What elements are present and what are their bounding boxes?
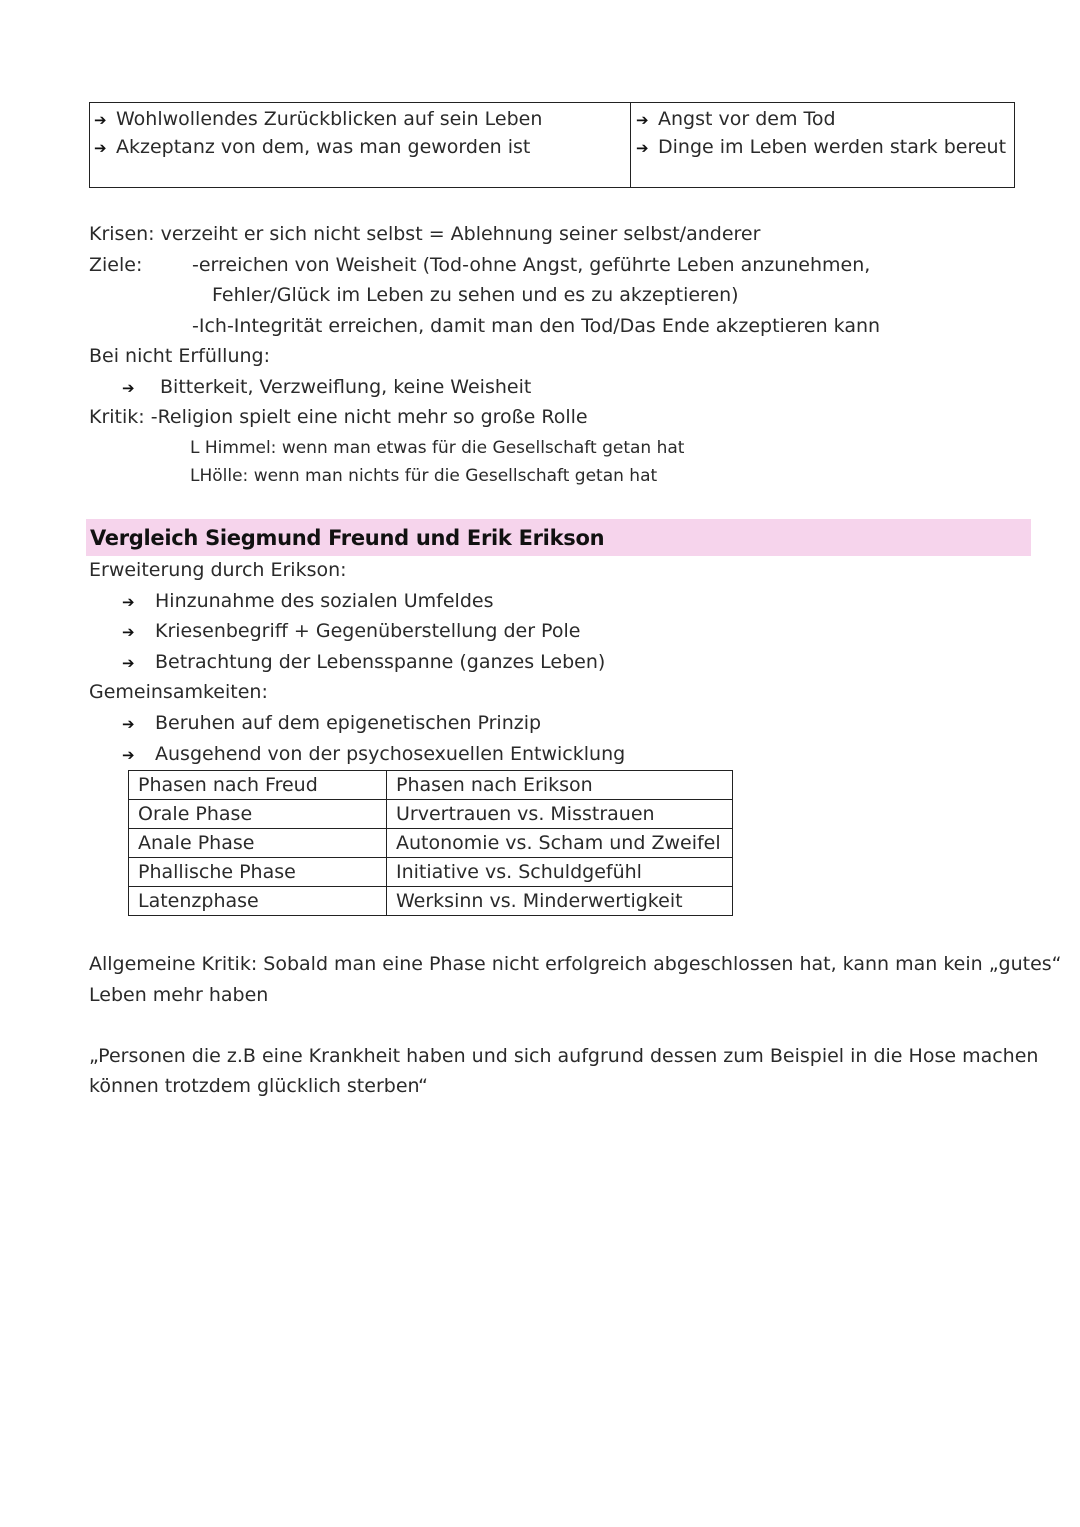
list-item: ➔ Dinge im Leben werden stark bereut bbox=[636, 133, 1006, 162]
table-header-cell: Phasen nach Freud bbox=[129, 771, 387, 800]
gemeinsamkeiten-label: Gemeinsamkeiten: bbox=[89, 681, 268, 703]
list-item: ➔ Ausgehend von der psychosexuellen Entwicklung bbox=[122, 739, 625, 770]
arrow-right-icon: ➔ bbox=[122, 623, 135, 641]
table-header-row bbox=[129, 771, 733, 800]
list-item: ➔ Bitterkeit, Verzweiflung, keine Weisheit bbox=[122, 372, 531, 403]
allgemeine-kritik-text-continued: Leben mehr haben bbox=[89, 984, 269, 1006]
table-row bbox=[129, 887, 733, 916]
table-row bbox=[129, 829, 733, 858]
arrow-right-icon: ➔ bbox=[122, 715, 135, 733]
kritik-text: Kritik: -Religion spielt eine nicht mehr so große Rolle bbox=[89, 406, 588, 428]
table-cell: Orale Phase bbox=[129, 800, 387, 829]
list-item: ➔ Kriesenbegriff + Gegenüberstellung der Pole bbox=[122, 616, 580, 647]
table-cell: Urvertrauen vs. Misstrauen bbox=[387, 800, 733, 829]
arrow-right-icon: ➔ bbox=[122, 593, 135, 611]
list-item: ➔ Wohlwollendes Zurückblicken auf sein Leben bbox=[94, 105, 542, 134]
kritik-subitem: LHölle: wenn man nichts für die Gesellschaft getan hat bbox=[190, 466, 658, 486]
phases-table bbox=[128, 770, 733, 916]
list-item: ➔ Betrachtung der Lebensspanne (ganzes Leben) bbox=[122, 647, 605, 678]
quote-text-continued: können trotzdem glücklich sterben“ bbox=[89, 1075, 429, 1097]
arrow-right-icon: ➔ bbox=[636, 111, 649, 129]
section-heading: Vergleich Siegmund Freund und Erik Erikson bbox=[90, 526, 605, 550]
comparison-box bbox=[89, 102, 1015, 188]
table-cell: Latenzphase bbox=[129, 887, 387, 916]
arrow-right-icon: ➔ bbox=[122, 379, 135, 397]
erweiterung-label: Erweiterung durch Erikson: bbox=[89, 559, 347, 581]
list-item: ➔ Akzeptanz von dem, was man geworden ist bbox=[94, 133, 530, 162]
krisen-text: Krisen: verzeiht er sich nicht selbst = Ablehnung seiner selbst/anderer bbox=[89, 223, 761, 245]
arrow-right-icon: ➔ bbox=[94, 111, 107, 129]
ziele-item-continued: Fehler/Glück im Leben zu sehen und es zu akzeptieren) bbox=[212, 284, 739, 306]
ziele-item: -Ich-Integrität erreichen, damit man den Tod/Das Ende akzeptieren kann bbox=[192, 315, 881, 337]
ziele-item: -erreichen von Weisheit (Tod-ohne Angst, geführte Leben anzunehmen, bbox=[192, 254, 871, 276]
table-header-cell: Phasen nach Erikson bbox=[387, 771, 733, 800]
arrow-right-icon: ➔ bbox=[122, 746, 135, 764]
table-cell: Autonomie vs. Scham und Zweifel bbox=[387, 829, 733, 858]
list-item: ➔ Angst vor dem Tod bbox=[636, 105, 836, 134]
list-item: ➔ Hinzunahme des sozialen Umfeldes bbox=[122, 586, 493, 617]
quote-text: „Personen die z.B eine Krankheit haben und sich aufgrund dessen zum Beispiel in die Hose machen bbox=[89, 1045, 1039, 1067]
table-cell: Phallische Phase bbox=[129, 858, 387, 887]
table-cell: Anale Phase bbox=[129, 829, 387, 858]
column-divider bbox=[630, 103, 631, 187]
table-cell: Initiative vs. Schuldgefühl bbox=[387, 858, 733, 887]
arrow-right-icon: ➔ bbox=[122, 654, 135, 672]
nicht-erfuellung-label: Bei nicht Erfüllung: bbox=[89, 345, 270, 367]
arrow-right-icon: ➔ bbox=[94, 139, 107, 157]
table-cell: Werksinn vs. Minderwertigkeit bbox=[387, 887, 733, 916]
list-item: ➔ Beruhen auf dem epigenetischen Prinzip bbox=[122, 708, 541, 739]
kritik-subitem: L Himmel: wenn man etwas für die Gesellschaft getan hat bbox=[190, 438, 685, 458]
table-row bbox=[129, 858, 733, 887]
allgemeine-kritik-text: Allgemeine Kritik: Sobald man eine Phase nicht erfolgreich abgeschlossen hat, kann man kein „gutes“ bbox=[89, 953, 1062, 975]
table-row bbox=[129, 800, 733, 829]
ziele-label: Ziele: bbox=[89, 254, 143, 276]
arrow-right-icon: ➔ bbox=[636, 139, 649, 157]
